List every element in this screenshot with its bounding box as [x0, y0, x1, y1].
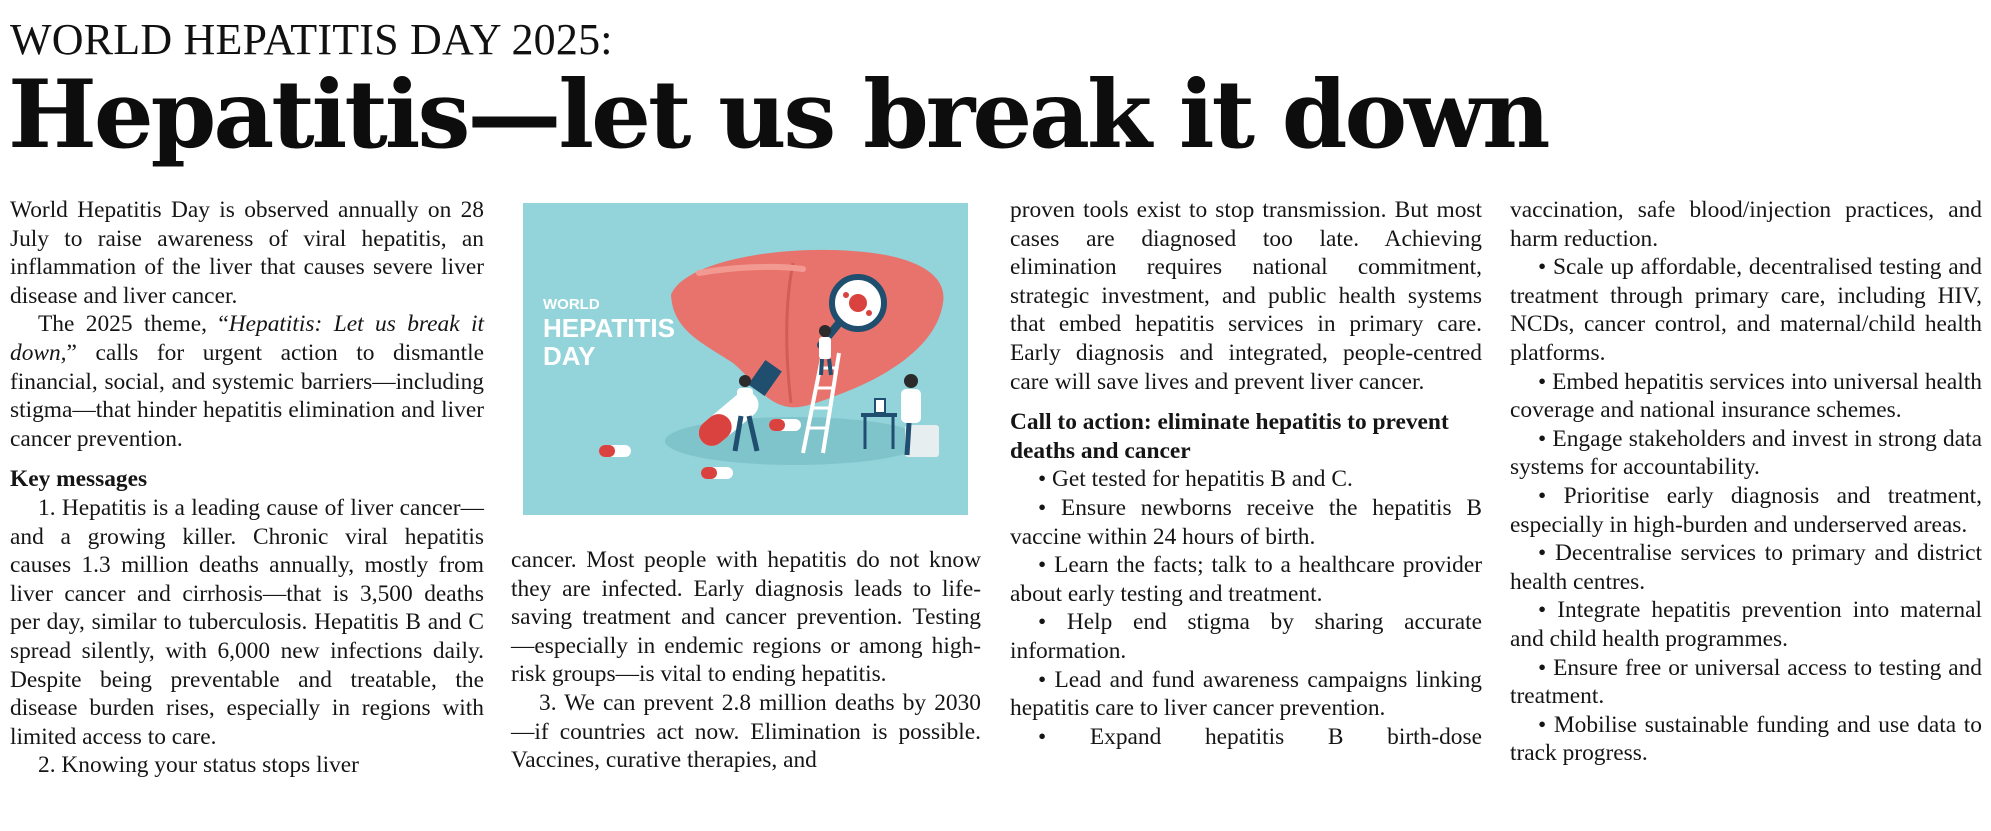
list-item: • Prioritise early diagnosis and treatment, especially in high-burden and underserved areas. — [1510, 482, 1982, 538]
cta-item: • Help end stigma by sharing accurate information. — [1010, 609, 1482, 664]
list-item: • Ensure free or universal access to testing and treatment. — [1510, 654, 1982, 710]
kicker: WORLD HEPATITIS DAY 2025: — [10, 15, 613, 64]
worker-head — [739, 375, 751, 387]
cta-item: • Expand hepatitis B birth-dose — [1038, 723, 1482, 750]
person-coat — [819, 337, 831, 359]
list-item: • Mobilise sustainable funding and use data to track progress. — [1510, 711, 1982, 767]
cta-item: • Learn the facts; talk to a healthcare provider about early testing and treatment. — [1010, 552, 1482, 607]
intro-p2-part-b: ” calls for urgent action to dismantle financial, social, and systemic barriers—including stigma—that hinder hepatitis elimination and liver cancer prevention. — [10, 339, 484, 452]
hepatitis-day-illustration — [523, 203, 968, 515]
intro-paragraph-2 — [10, 310, 484, 453]
key-message-2-start: 2. Knowing your status stops liver — [38, 752, 359, 779]
virus-dot — [866, 310, 872, 316]
key-messages-heading: Key messages — [10, 466, 148, 493]
scientist-coat — [901, 389, 921, 423]
person-leg — [829, 359, 831, 375]
call-to-action-heading: Call to action: eliminate hepatitis to prevent deaths and cancer — [1010, 409, 1449, 464]
scientist-leg — [907, 423, 909, 455]
virus-dot — [843, 292, 849, 298]
key-message-1: 1. Hepatitis is a leading cause of liver cancer—and a growing killer. Chronic viral hepatitis causes 1.3 million deaths annually, mostly from liver cancer and cirrhosis—that is 3,500 deaths per day, similar to tuberculosis. Hepatitis B and C spread silently, with 6,000 new infections daily. Despite being preventable and treatable, the disease burden rises, especially in regions with limited access to care. — [10, 494, 484, 750]
microscope — [875, 399, 885, 413]
column-1 — [10, 196, 484, 780]
column-2 — [511, 546, 981, 775]
list-item: • Decentralise services to primary and district health centres. — [1510, 540, 1982, 595]
list-item: • Engage stakeholders and invest in strong data systems for accountability. — [1510, 425, 1982, 481]
key-message-2-continued: cancer. Most people with hepatitis do not know they are infected. Early diagnosis leads to life-saving treatment and cancer prevention. Testing—especially in endemic regions or among high-risk groups—is vital to ending hepatitis. — [511, 547, 981, 688]
list-item: • Scale up affordable, decentralised testing and treatment through primary care, including HIV, NCDs, cancer control, and maternal/child health platforms. — [1510, 254, 1982, 366]
cta-item: • Get tested for hepatitis B and C. — [1038, 466, 1353, 493]
figure-label-hepatitis: HEPATITIS — [543, 313, 675, 343]
list-item: • Integrate hepatitis prevention into maternal and child health programmes. — [1510, 597, 1982, 652]
headline: Hepatitis—let us break it down — [8, 60, 1548, 170]
cta-item: • Lead and fund awareness campaigns linking hepatitis care to liver cancer prevention. — [1010, 666, 1482, 722]
key-message-3-start: 3. We can prevent 2.8 million deaths by 2030—if countries act now. Elimination is possible. Vaccines, curative therapies, and — [511, 689, 981, 774]
spacer — [10, 453, 484, 465]
scientist-head — [904, 374, 918, 388]
intro-p2-part-a: The 2025 theme, “ — [38, 311, 229, 338]
intro-paragraph-1: World Hepatitis Day is observed annually on 28 July to raise awareness of viral hepatitis, an inflammation of the liver that causes severe liver disease and liver cancer. — [10, 197, 484, 309]
illustration-svg — [523, 203, 968, 515]
cta-item: • Ensure newborns receive the hepatitis B vaccine within 24 hours of birth. — [1010, 494, 1482, 550]
person-leg — [821, 359, 822, 375]
figure-label-world: WORLD — [543, 296, 600, 313]
worker-coat — [737, 388, 753, 416]
virus-icon — [849, 294, 867, 312]
theme-text: Hepatitis: Let us break it down, — [10, 311, 484, 366]
small-capsule — [701, 467, 733, 479]
person-head — [819, 325, 831, 337]
small-capsule — [769, 419, 801, 431]
list-item: • Embed hepatitis services into universal health coverage and national insurance schemes. — [1510, 368, 1982, 424]
spacer — [1010, 396, 1482, 408]
key-message-3-continued: proven tools exist to stop transmission. But most cases are diagnosed too late. Achieving elimination requires national commitment, strategic investment, and public health systems that embed hepatitis services in primary care. Early diagnosis and integrated, people-centred care will save lives and prevent liver cancer. — [1010, 197, 1482, 395]
small-capsule — [599, 445, 631, 457]
column-3 — [1010, 196, 1482, 751]
column-4 — [1510, 196, 1982, 768]
figure-label-day: DAY — [543, 341, 596, 371]
cta-item-continued: vaccination, safe blood/injection practices, and harm reduction. — [1510, 197, 1982, 252]
